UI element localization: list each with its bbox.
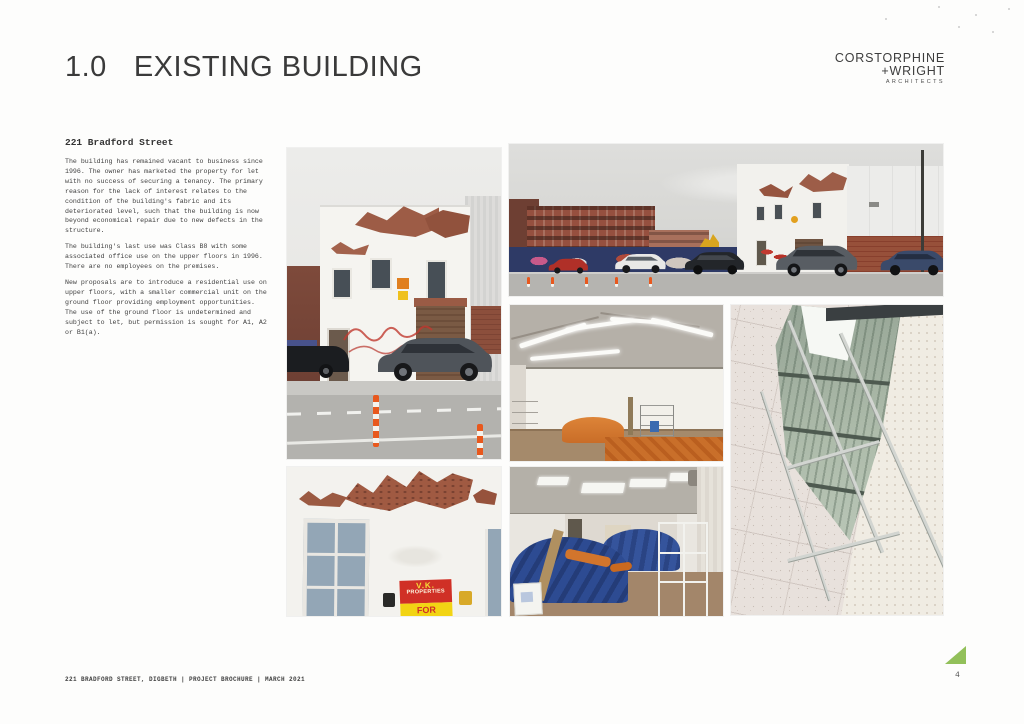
parked-blue-car bbox=[877, 246, 943, 276]
parked-suv bbox=[373, 330, 495, 382]
parked-white-car bbox=[613, 250, 667, 274]
road bbox=[287, 395, 501, 459]
speck bbox=[885, 18, 887, 20]
window-mullion bbox=[307, 553, 365, 557]
photo-street-context bbox=[509, 144, 943, 296]
light-panel bbox=[629, 479, 666, 487]
orange-tarp bbox=[605, 437, 723, 461]
window bbox=[756, 206, 765, 221]
article-paragraph-3: New proposals are to introduce a residential use on upper floors, with a smaller commercial unit on the ground floor providing employment opportunities. The use of the ground floor is undetermined and subject to let, but permission is sought for A1, A2 or B1(a). bbox=[65, 278, 267, 336]
page-number: 4 bbox=[955, 671, 960, 680]
partial-window bbox=[485, 529, 501, 616]
footer-text: 221 BRADFORD STREET, DIGBETH | PROJECT BROCHURE | MARCH 2021 bbox=[65, 676, 306, 683]
architects-logo bbox=[835, 52, 945, 86]
traffic-bollard bbox=[615, 277, 618, 287]
corner-triangle-icon bbox=[945, 646, 966, 664]
sign-line2: PROPERTIES bbox=[406, 588, 446, 596]
parked-gray-suv bbox=[769, 240, 863, 277]
traffic-bollard bbox=[527, 277, 530, 287]
photo-street-front-elevation bbox=[287, 148, 501, 459]
speck bbox=[1008, 8, 1010, 10]
speck bbox=[938, 6, 940, 8]
logo-line2: +WRIGHT bbox=[881, 64, 945, 79]
wall-lamp bbox=[383, 593, 395, 607]
white-rack bbox=[658, 522, 708, 616]
light-panel bbox=[537, 477, 569, 485]
logo-line1: CORSTORPHINE bbox=[834, 51, 945, 65]
photo-facade-closeup bbox=[287, 467, 501, 616]
speck bbox=[958, 26, 960, 28]
sash-window bbox=[302, 519, 369, 616]
vent bbox=[869, 202, 879, 207]
traffic-bollard bbox=[551, 277, 554, 287]
parked-black-car bbox=[679, 248, 749, 275]
parked-black-car bbox=[287, 346, 349, 372]
rack-shelf bbox=[660, 552, 706, 554]
pavement bbox=[287, 381, 501, 395]
window bbox=[332, 268, 352, 299]
blue-object bbox=[650, 421, 659, 432]
side-wall bbox=[847, 166, 943, 238]
timber-post bbox=[628, 397, 633, 435]
light-panel bbox=[581, 483, 625, 493]
article-221-bradford-street bbox=[65, 137, 267, 343]
article-paragraph-2: The building's last use was Class B8 with some associated office use on the upper floors in 1996. There are no employees on the premises. bbox=[65, 243, 263, 271]
traffic-bollard bbox=[477, 424, 483, 458]
sign-upper-panel bbox=[399, 579, 452, 604]
speck bbox=[992, 31, 994, 33]
rack-shelf bbox=[660, 581, 706, 583]
logo-line3: ARCHITECTS bbox=[885, 79, 945, 86]
section-title: EXISTING BUILDING bbox=[133, 51, 423, 83]
window-mullion bbox=[334, 523, 338, 616]
window bbox=[370, 258, 392, 290]
photo-roof-defect bbox=[731, 305, 943, 615]
speck bbox=[975, 14, 977, 16]
section-number: 1.0 bbox=[65, 51, 107, 83]
page-title bbox=[65, 51, 423, 84]
photo-interior-upper-floor bbox=[510, 305, 723, 461]
traffic-bollard bbox=[649, 277, 652, 287]
article-paragraph-1: The building has remained vacant to business since 1996. The owner has marketed the property for let with no success of securing a tenancy. The primary reason for the lack of interest relates to the condition of the building's fabric and its deteriorated level, such that the building is now beyond economical repair due to new defects in the structure. bbox=[65, 158, 263, 235]
window bbox=[774, 204, 783, 220]
box-label bbox=[521, 592, 534, 603]
white-box bbox=[513, 582, 543, 615]
article-heading: 221 Bradford Street bbox=[65, 137, 174, 148]
parked-red-car bbox=[547, 256, 589, 274]
car-wheel bbox=[319, 364, 333, 378]
rack-upright bbox=[683, 524, 685, 616]
traffic-bollard bbox=[585, 277, 588, 287]
wall-fixture bbox=[459, 591, 472, 605]
window-mullion bbox=[307, 585, 365, 589]
sign-line3: FOR bbox=[400, 602, 452, 616]
for-sale-sign bbox=[791, 216, 798, 223]
for-sale-sign bbox=[398, 291, 408, 300]
traffic-bollard bbox=[373, 395, 379, 447]
window bbox=[812, 202, 822, 219]
vk-properties-sign bbox=[398, 578, 453, 616]
photo-interior-ground-floor bbox=[510, 467, 723, 616]
for-sale-sign bbox=[397, 278, 409, 289]
sign-line1: V.K. bbox=[415, 580, 436, 591]
